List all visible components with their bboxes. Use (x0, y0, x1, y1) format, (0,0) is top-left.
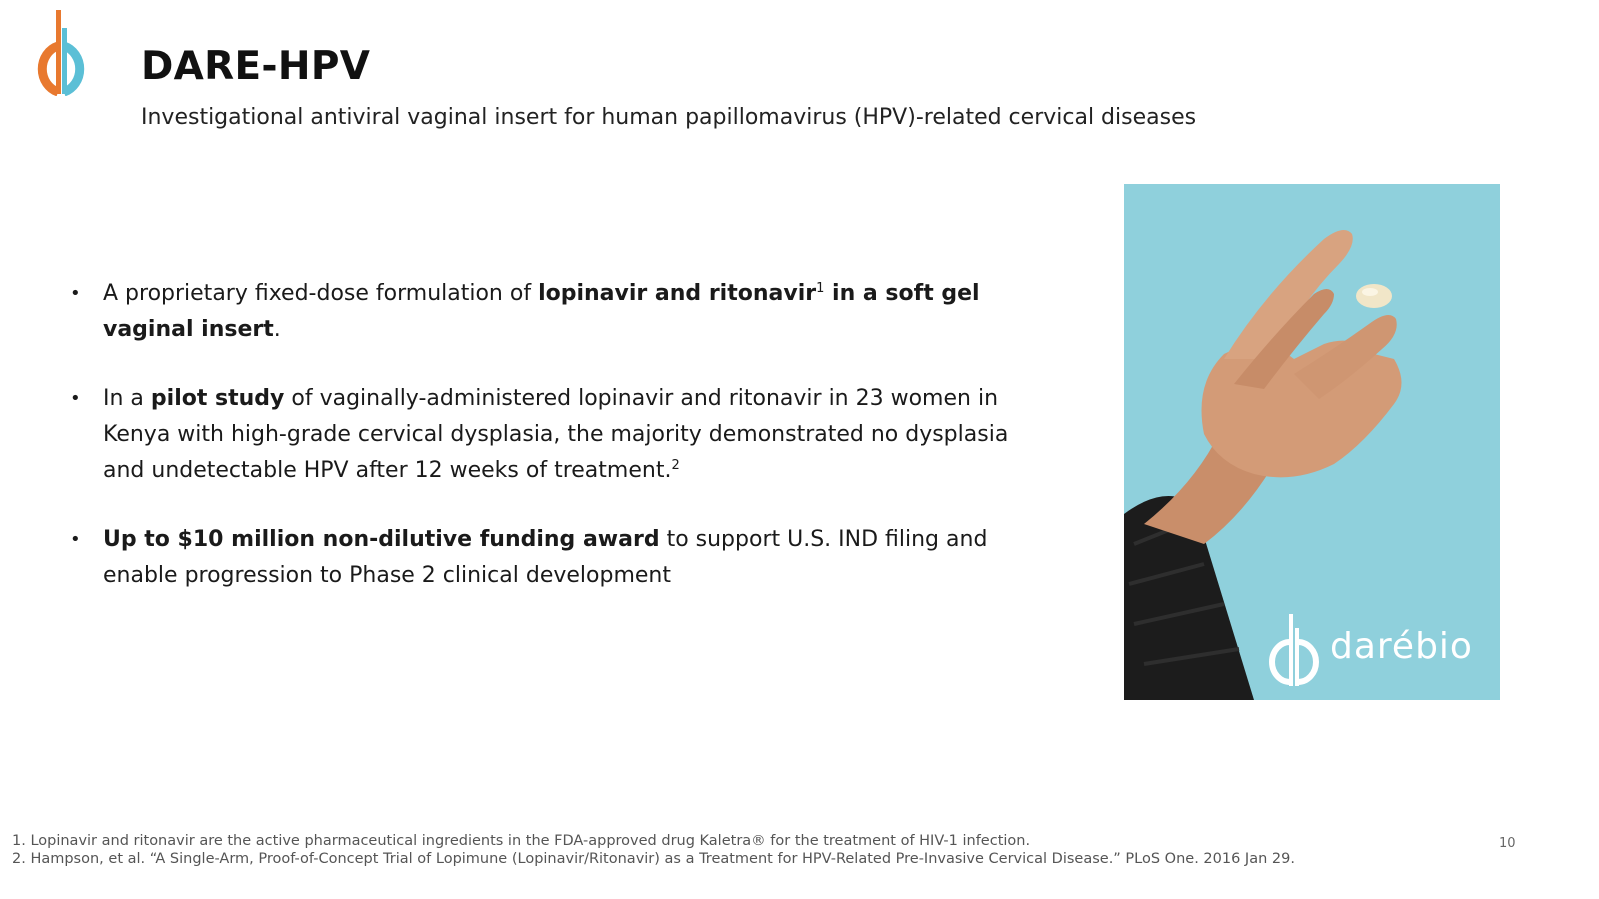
page-number: 10 (1499, 836, 1516, 851)
footnotes (12, 832, 1295, 868)
bullet-list (70, 276, 1030, 627)
page-title: DARE-HPV (141, 44, 371, 89)
bullet-item: • In a pilot study of vaginally-administered lopinavir and ritonavir in 23 women in Kenya with high-grade cervical dysplasia, the majority demonstrated no dysplasia and undetectable HPV after 12 weeks of treatment.$^2$ (70, 381, 1030, 489)
bullet-item: • Up to $10 million non-dilutive funding award to support U.S. IND filing and enable progression to Phase 2 clinical development (70, 522, 1030, 594)
company-logo (28, 8, 94, 96)
page-subtitle: Investigational antiviral vaginal insert for human papillomavirus (HPV)-related cervical diseases (141, 105, 1197, 130)
photo-brand-logo (1268, 612, 1498, 688)
footnote-item: 2. Hampson, et al. “A Single-Arm, Proof-of-Concept Trial of Lopimune (Lopinavir/Ritonavir) as a Treatment for HPV-Related Pre-Invasive Cervical Disease.” PLoS One. 2016 Jan 29. (12, 851, 1295, 867)
footnote-item: 1. Lopinavir and ritonavir are the active pharmaceutical ingredients in the FDA-approved drug Kaletra® for the treatment of HIV-1 infection. (12, 833, 1031, 849)
photo-brand-text: darébio (1330, 626, 1473, 667)
darebio-logo-icon (1268, 612, 1328, 688)
bullet-item: • A proprietary fixed-dose formulation of lopinavir and ritonavir$^1$ in a soft gel vaginal insert. (70, 276, 1030, 348)
